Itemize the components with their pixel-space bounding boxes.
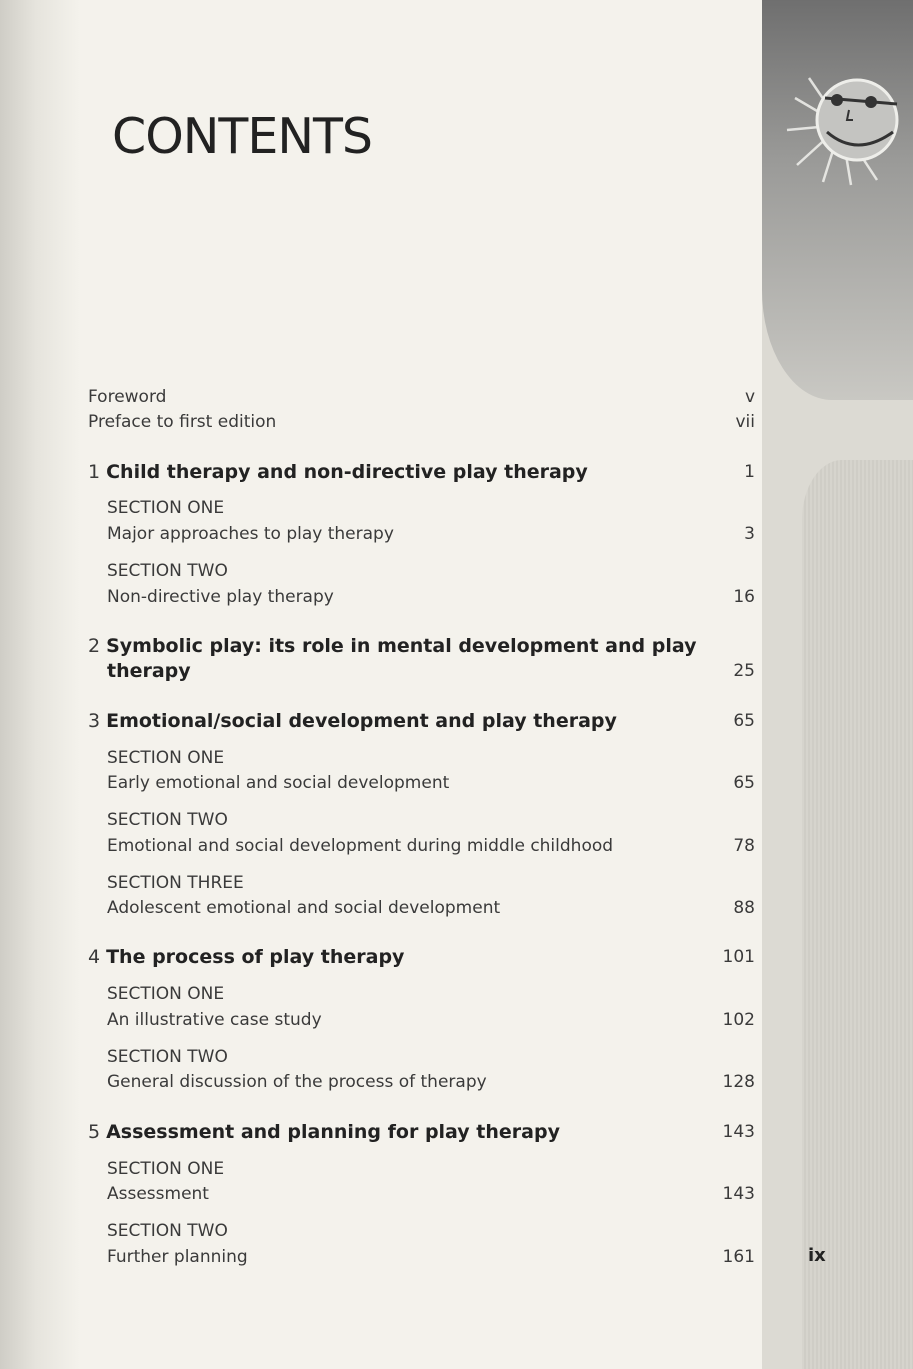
page-title: CONTENTS <box>112 108 373 165</box>
section-heading: SECTION TWO <box>107 1047 228 1067</box>
section-heading: SECTION THREE <box>107 873 244 893</box>
section-title: General discussion of the process of therapy <box>107 1072 487 1092</box>
section-title: Non-directive play therapy <box>107 587 334 607</box>
section-heading: SECTION ONE <box>107 984 225 1004</box>
page-number: 65 <box>733 773 755 793</box>
section-title: Adolescent emotional and social development <box>107 898 501 918</box>
section-title: Early emotional and social development <box>107 773 450 793</box>
page-number: 3 <box>744 524 755 544</box>
edge-band-dark <box>762 0 913 400</box>
page-edge-band <box>762 0 913 1369</box>
section-title: Assessment <box>107 1184 209 1204</box>
page-number: 1 <box>744 462 755 482</box>
page-number: 161 <box>722 1247 755 1267</box>
chapter-number: 1 <box>88 461 101 483</box>
chapter-number: 2 <box>88 635 101 657</box>
page-number: 16 <box>733 587 755 607</box>
page-folio: ix <box>808 1245 826 1266</box>
binding-gutter-shadow <box>0 0 80 1369</box>
section-heading: SECTION TWO <box>107 810 228 830</box>
section-title: Emotional and social development during middle childhood <box>107 836 614 856</box>
section-heading: SECTION TWO <box>107 561 228 581</box>
page-number: 102 <box>722 1010 755 1030</box>
chapter-title-text: The process of play therapy <box>106 946 405 968</box>
section-heading: SECTION TWO <box>107 1221 228 1241</box>
page-number: 88 <box>733 898 755 918</box>
chapter-title <box>88 709 617 733</box>
page-number: 143 <box>722 1184 755 1204</box>
chapter-title-text: Child therapy and non-directive play therapy <box>106 461 588 483</box>
chapter-title-continuation: therapy <box>107 660 191 682</box>
section-heading: SECTION ONE <box>107 1159 225 1179</box>
page-number: 78 <box>733 836 755 856</box>
page-number: 128 <box>722 1072 755 1092</box>
page-number: 65 <box>733 711 755 731</box>
chapter-number: 3 <box>88 710 101 732</box>
front-matter-entry <box>88 385 166 409</box>
section-title: An illustrative case study <box>107 1010 322 1030</box>
sun-face-icon <box>785 70 900 190</box>
page-number: vii <box>735 412 755 432</box>
edge-band-light <box>802 460 913 1369</box>
chapter-number: 5 <box>88 1121 101 1143</box>
page-number: 25 <box>733 661 755 681</box>
page-number: 101 <box>722 947 755 967</box>
chapter-title-text: Symbolic play: its role in mental development and play <box>106 635 697 657</box>
chapter-title <box>88 945 404 969</box>
chapter-title-text: Assessment and planning for play therapy <box>106 1121 560 1143</box>
chapter-title <box>88 1120 560 1144</box>
chapter-title <box>88 460 588 484</box>
page-number: 143 <box>722 1122 755 1142</box>
chapter-title <box>88 634 696 658</box>
section-title: Further planning <box>107 1247 248 1267</box>
chapter-number: 4 <box>88 946 101 968</box>
entry-label: Preface to first edition <box>88 412 277 432</box>
section-title: Major approaches to play therapy <box>107 524 394 544</box>
page-number: v <box>744 387 755 407</box>
front-matter-entry <box>88 410 276 434</box>
section-heading: SECTION ONE <box>107 498 225 518</box>
chapter-title-text: Emotional/social development and play therapy <box>106 710 617 732</box>
section-heading: SECTION ONE <box>107 748 225 768</box>
entry-label: Foreword <box>88 387 167 407</box>
